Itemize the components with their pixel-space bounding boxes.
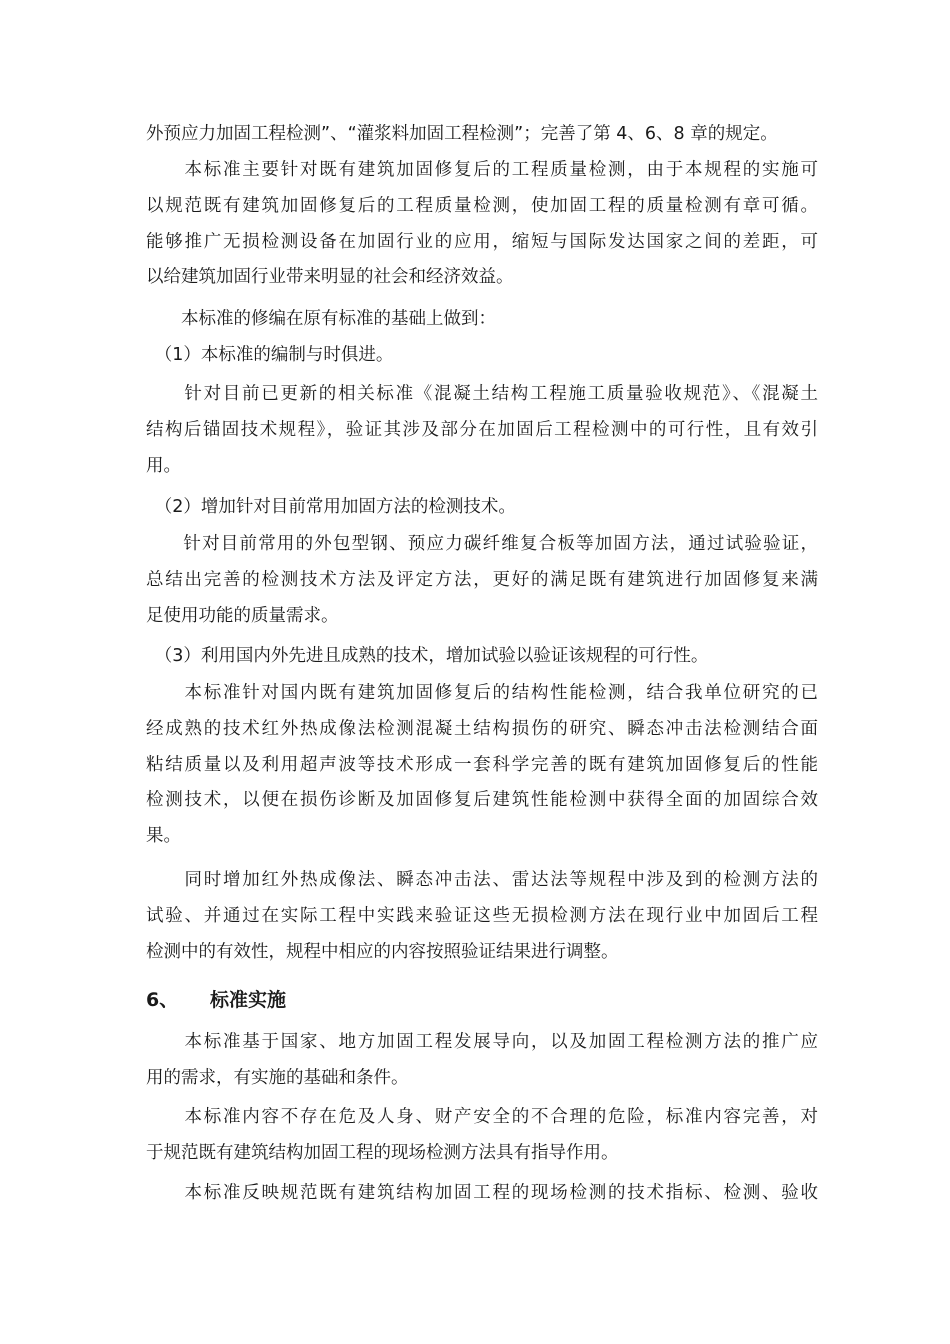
list-item-3 [146, 639, 818, 675]
text-line: 用的需求，有实施的基础和条件。 [146, 1067, 409, 1088]
text-line: 总结出完善的检测技术方法及评定方法，更好的满足既有建筑进行加固修复来满 [146, 569, 818, 590]
list-item-1 [146, 338, 818, 374]
text-line: 经成熟的技术红外热成像法检测混凝土结构损伤的研究、瞬态冲击法检测结合面 [146, 718, 818, 739]
text-line: 果。 [146, 826, 181, 847]
paragraph-performance-testing [146, 676, 818, 855]
text-line: （3）利用国内外先进且成熟的技术，增加试验以验证该规程的可行性。 [146, 646, 709, 666]
paragraph-purpose [146, 153, 818, 296]
text-line: （2）增加针对目前常用加固方法的检测技术。 [146, 497, 516, 517]
paragraph-nondestructive-methods [146, 863, 818, 970]
text-line: 本标准的修编在原有标准的基础上做到： [146, 309, 496, 329]
section-heading [146, 980, 286, 1020]
list-item-2 [146, 490, 818, 526]
paragraph-technical-indicators [146, 1176, 818, 1212]
text-line: 以给建筑加固行业带来明显的社会和经济效益。 [146, 267, 514, 288]
paragraph-continuation [146, 117, 818, 153]
section-title: 标准实施 [210, 989, 287, 1011]
text-line: 试验、并通过在实际工程中实践来验证这些无损检测方法在现行业中加固后工程 [146, 905, 818, 926]
text-line: 针对目前已更新的相关标准《混凝土结构工程施工质量验收规范》、《混凝土 [146, 384, 818, 404]
text-line: 针对目前常用的外包型钢、预应力碳纤维复合板等加固方法，通过试验验证， [146, 534, 818, 554]
text-line: 检测技术，以便在损伤诊断及加固修复后建筑性能检测中获得全面的加固综合效 [146, 790, 818, 811]
text-line: 用。 [146, 455, 181, 476]
text-line: 足使用功能的质量需求。 [146, 605, 339, 626]
text-line: 本标准主要针对既有建筑加固修复后的工程质量检测，由于本规程的实施可 [146, 160, 818, 180]
text-line: 本标准反映规范既有建筑结构加固工程的现场检测的技术指标、检测、验收 [146, 1183, 818, 1203]
text-line: （1）本标准的编制与时俱进。 [146, 345, 394, 365]
text-line: 同时增加红外热成像法、瞬态冲击法、雷达法等规程中涉及到的检测方法的 [146, 870, 818, 890]
text-line: 于规范既有建筑结构加固工程的现场检测方法具有指导作用。 [146, 1142, 619, 1163]
paragraph-safety [146, 1100, 818, 1172]
text-line: 外预应力加固工程检测”、“灌浆料加固工程检测”；完善了第 4、6、8 章的规定。 [146, 124, 778, 144]
text-line: 结构后锚固技术规程》，验证其涉及部分在加固后工程检测中的可行性，且有效引 [146, 419, 818, 440]
text-line: 检测中的有效性，规程中相应的内容按照验证结果进行调整。 [146, 941, 619, 962]
section-number: 6、 [146, 989, 179, 1011]
text-line: 本标准针对国内既有建筑加固修复后的结构性能检测，结合我单位研究的已 [146, 683, 818, 703]
paragraph-standards-update [146, 377, 818, 484]
paragraph-implementation-basis [146, 1025, 818, 1097]
text-line: 能够推广无损检测设备在加固行业的应用，缩短与国际发达国家之间的差距，可 [146, 231, 818, 252]
text-line: 本标准基于国家、地方加固工程发展导向，以及加固工程检测方法的推广应 [146, 1032, 818, 1052]
text-line: 粘结质量以及利用超声波等技术形成一套科学完善的既有建筑加固修复后的性能 [146, 754, 818, 775]
text-line: 以规范既有建筑加固修复后的工程质量检测，使加固工程的质量检测有章可循。 [146, 195, 818, 216]
paragraph-revision-intro [146, 302, 818, 338]
text-line: 本标准内容不存在危及人身、财产安全的不合理的危险，标准内容完善，对 [146, 1107, 818, 1127]
paragraph-methods [146, 527, 818, 634]
